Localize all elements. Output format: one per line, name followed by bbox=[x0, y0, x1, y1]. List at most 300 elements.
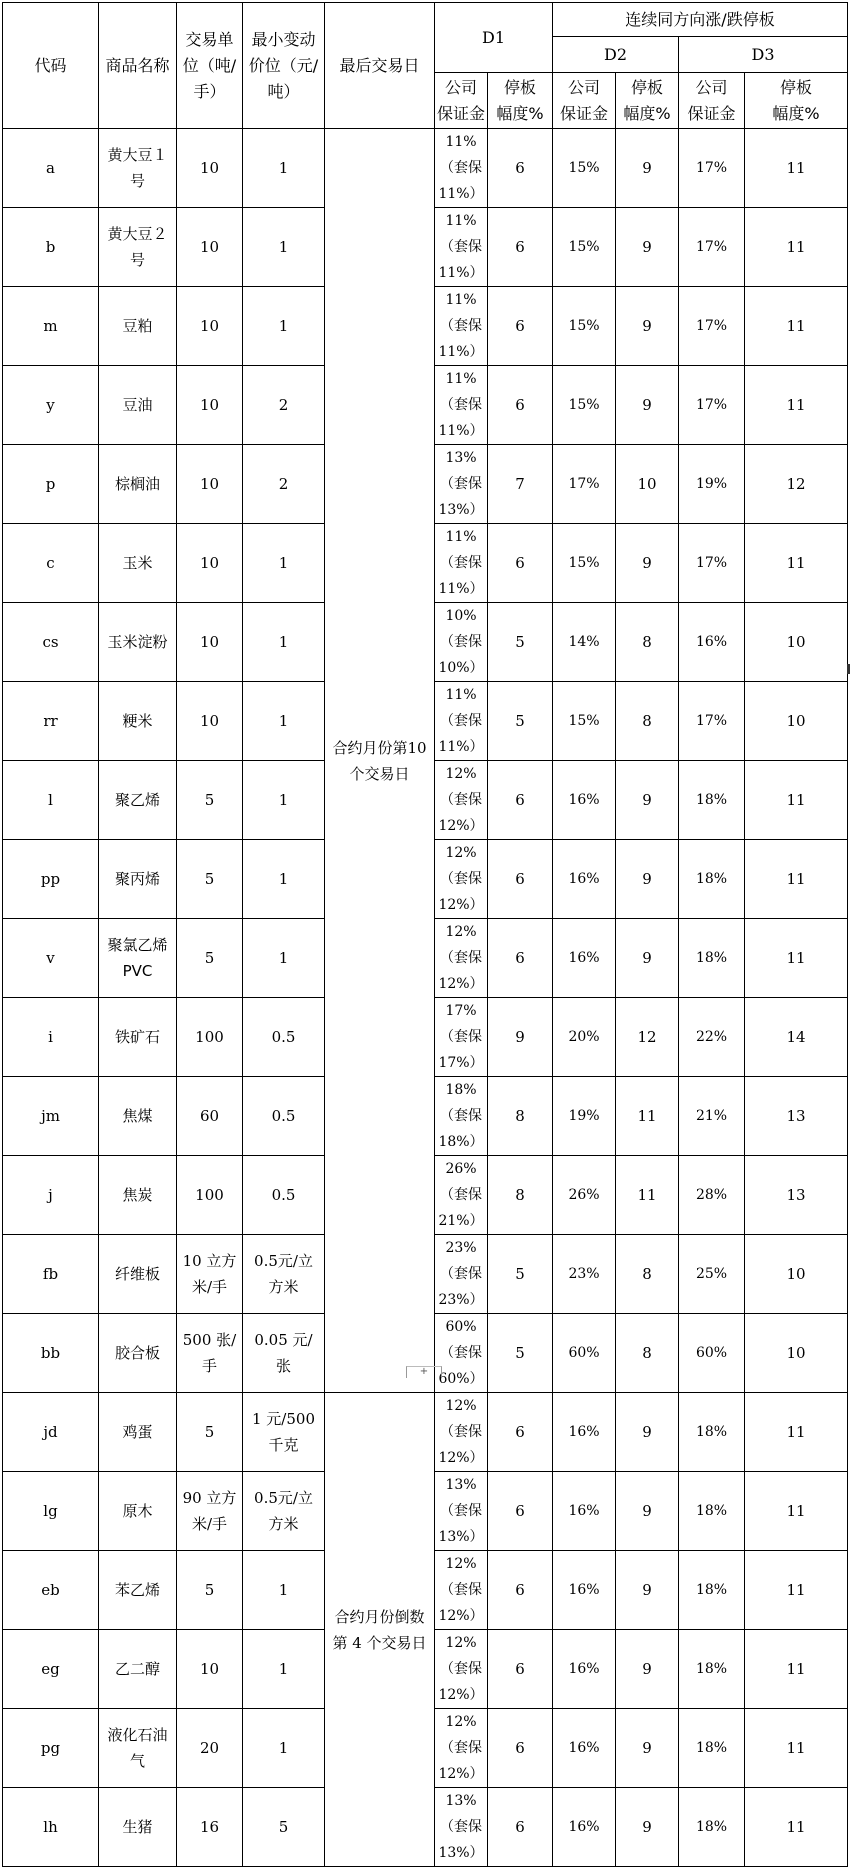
d1-hedge-value: （套保 11%） bbox=[438, 318, 484, 360]
d1-hedge-value: （套保 21%） bbox=[438, 1187, 484, 1229]
cell-d2-limit: 9 bbox=[616, 1788, 679, 1867]
cell-unit-line: 20 bbox=[199, 1739, 220, 1757]
d1-hedge-value: （套保 17%） bbox=[438, 1029, 484, 1071]
cell-d3-limit: 13 bbox=[745, 1156, 848, 1235]
cell-unit bbox=[177, 682, 243, 761]
d1-margin-value: 12% bbox=[445, 845, 477, 861]
cell-d1-limit: 5 bbox=[488, 682, 553, 761]
cell-unit-line: 10 bbox=[199, 712, 220, 730]
cell-d3-margin: 18% bbox=[679, 1709, 745, 1788]
cell-d3-margin: 18% bbox=[679, 1630, 745, 1709]
cell-d3-margin: 22% bbox=[679, 998, 745, 1077]
cell-unit-line: 米/手 bbox=[191, 1515, 228, 1533]
cell-unit-line: 手 bbox=[201, 1357, 217, 1375]
cell-tick bbox=[243, 1788, 325, 1867]
cell-code: a bbox=[3, 129, 99, 208]
cell-unit-line: 米/手 bbox=[191, 1278, 228, 1296]
cell-unit bbox=[177, 1709, 243, 1788]
d1-margin-value: 13% bbox=[445, 1793, 477, 1809]
cell-unit bbox=[177, 1551, 243, 1630]
cell-code: lh bbox=[3, 1788, 99, 1867]
cell-d2-margin: 16% bbox=[553, 1630, 616, 1709]
cell-tick-line: 1 bbox=[278, 870, 289, 888]
cell-tick bbox=[243, 840, 325, 919]
cell-code: j bbox=[3, 1156, 99, 1235]
cell-unit bbox=[177, 1235, 243, 1314]
cell-code: p bbox=[3, 445, 99, 524]
cell-name bbox=[99, 1551, 177, 1630]
cell-d2-margin: 16% bbox=[553, 1788, 616, 1867]
d1-hedge-value: （套保 60%） bbox=[438, 1345, 484, 1387]
cell-tick-line: 5 bbox=[278, 1818, 289, 1836]
cell-d3-margin: 18% bbox=[679, 1788, 745, 1867]
cell-unit bbox=[177, 366, 243, 445]
cell-code: fb bbox=[3, 1235, 99, 1314]
cell-unit-line: 5 bbox=[204, 1423, 215, 1441]
cell-tick-line: 1 bbox=[278, 159, 289, 177]
cell-d2-margin: 14% bbox=[553, 603, 616, 682]
cell-d1-limit: 6 bbox=[488, 208, 553, 287]
cell-d2-limit: 9 bbox=[616, 366, 679, 445]
header-tick bbox=[243, 3, 325, 129]
cell-name bbox=[99, 524, 177, 603]
last-day-line: 合约月份第10 bbox=[332, 738, 427, 757]
cell-tick-line: 1 bbox=[278, 712, 289, 730]
cell-d3-margin: 18% bbox=[679, 919, 745, 998]
cell-d2-margin: 15% bbox=[553, 287, 616, 366]
cell-d1-limit: 6 bbox=[488, 1709, 553, 1788]
cell-code: i bbox=[3, 998, 99, 1077]
cell-name-line: 焦炭 bbox=[122, 1186, 153, 1204]
header-unit-line: 手） bbox=[193, 81, 226, 101]
d1-hedge-value: （套保 13%） bbox=[438, 1819, 484, 1861]
cell-d3-limit: 11 bbox=[745, 208, 848, 287]
cell-tick-line: 0.5 bbox=[271, 1028, 296, 1046]
d1-hedge-value: （套保 11%） bbox=[438, 239, 484, 281]
cell-d3-limit: 11 bbox=[745, 840, 848, 919]
cell-name bbox=[99, 919, 177, 998]
cell-unit bbox=[177, 287, 243, 366]
cell-d1-margin bbox=[435, 129, 488, 208]
cell-code: y bbox=[3, 366, 99, 445]
header-tick-line: 吨） bbox=[267, 81, 300, 101]
cell-code: l bbox=[3, 761, 99, 840]
cell-tick bbox=[243, 1314, 325, 1393]
cell-d3-margin: 60% bbox=[679, 1314, 745, 1393]
cell-tick bbox=[243, 998, 325, 1077]
cell-d3-limit: 11 bbox=[745, 1709, 848, 1788]
cell-unit bbox=[177, 1788, 243, 1867]
cell-unit bbox=[177, 603, 243, 682]
cell-tick bbox=[243, 445, 325, 524]
cell-unit-line: 10 bbox=[199, 396, 220, 414]
cell-tick bbox=[243, 1630, 325, 1709]
cell-unit bbox=[177, 445, 243, 524]
cell-tick-line: 2 bbox=[278, 475, 289, 493]
cell-d2-margin: 15% bbox=[553, 524, 616, 603]
header-limit-line: 停板 bbox=[631, 77, 664, 97]
cell-unit-line: 10 bbox=[199, 1660, 220, 1678]
cell-name-line: 号 bbox=[129, 251, 145, 269]
cell-d2-margin: 15% bbox=[553, 208, 616, 287]
cell-name-line: 黄大豆１ bbox=[107, 146, 168, 164]
cell-unit-line: 100 bbox=[195, 1186, 224, 1204]
cell-d1-limit: 6 bbox=[488, 366, 553, 445]
cell-unit bbox=[177, 1156, 243, 1235]
margin-table bbox=[2, 2, 848, 1867]
cell-d2-limit: 9 bbox=[616, 524, 679, 603]
cell-tick-line: 1 bbox=[278, 238, 289, 256]
last-day-line: 第 4 个交易日 bbox=[332, 1633, 427, 1652]
cell-name-line: 豆油 bbox=[122, 396, 153, 414]
header-unit-line: 交易单 bbox=[185, 29, 234, 49]
cell-tick-line: 0.5 bbox=[271, 1186, 296, 1204]
d1-margin-value: 12% bbox=[445, 1398, 477, 1414]
cell-tick bbox=[243, 287, 325, 366]
cell-d1-limit: 6 bbox=[488, 1393, 553, 1472]
cell-d3-margin: 25% bbox=[679, 1235, 745, 1314]
cell-unit bbox=[177, 129, 243, 208]
cell-unit bbox=[177, 761, 243, 840]
d1-margin-value: 12% bbox=[445, 1635, 477, 1651]
cell-name-line: 原木 bbox=[122, 1502, 153, 1520]
cell-name bbox=[99, 840, 177, 919]
header-limit-line: 幅度% bbox=[772, 103, 820, 123]
cell-tick-line: 1 bbox=[278, 1739, 289, 1757]
cell-unit-line: 90 立方 bbox=[182, 1489, 237, 1507]
cell-unit-line: 500 张/ bbox=[182, 1331, 237, 1349]
cell-d3-margin: 17% bbox=[679, 287, 745, 366]
cell-d3-limit: 10 bbox=[745, 1314, 848, 1393]
cell-unit-line: 5 bbox=[204, 791, 215, 809]
cell-d2-margin: 26% bbox=[553, 1156, 616, 1235]
cell-name-line: 铁矿石 bbox=[114, 1028, 160, 1046]
cell-d1-margin bbox=[435, 1472, 488, 1551]
cell-unit bbox=[177, 524, 243, 603]
cell-d2-limit: 9 bbox=[616, 208, 679, 287]
cell-d3-margin: 17% bbox=[679, 208, 745, 287]
cell-code: cs bbox=[3, 603, 99, 682]
cell-d1-margin bbox=[435, 287, 488, 366]
d1-hedge-value: （套保 10%） bbox=[438, 634, 484, 676]
cell-unit-line: 10 bbox=[199, 238, 220, 256]
table-row bbox=[3, 1393, 848, 1472]
cell-tick bbox=[243, 208, 325, 287]
cell-code: eg bbox=[3, 1630, 99, 1709]
cell-d1-margin bbox=[435, 1314, 488, 1393]
d1-hedge-value: （套保 12%） bbox=[438, 1661, 484, 1703]
cell-name bbox=[99, 1077, 177, 1156]
cell-name bbox=[99, 1393, 177, 1472]
cell-d3-margin: 21% bbox=[679, 1077, 745, 1156]
d1-hedge-value: （套保 13%） bbox=[438, 1503, 484, 1545]
cell-tick-line: 0.5 bbox=[271, 1107, 296, 1125]
d1-hedge-value: （套保 18%） bbox=[438, 1108, 484, 1150]
d1-hedge-value: （套保 12%） bbox=[438, 950, 484, 992]
cell-d2-limit: 11 bbox=[616, 1077, 679, 1156]
cell-d2-margin: 60% bbox=[553, 1314, 616, 1393]
cell-d3-margin: 17% bbox=[679, 524, 745, 603]
cell-d2-limit: 10 bbox=[616, 445, 679, 524]
cell-d1-limit: 6 bbox=[488, 1551, 553, 1630]
d1-margin-value: 23% bbox=[445, 1240, 477, 1256]
cell-name-line: 号 bbox=[129, 172, 145, 190]
d1-margin-value: 12% bbox=[445, 924, 477, 940]
cell-name-line: 胶合板 bbox=[114, 1344, 160, 1362]
d1-hedge-value: （套保 11%） bbox=[438, 160, 484, 202]
header-tick-line: 价位（元/ bbox=[248, 55, 319, 75]
cell-name bbox=[99, 1156, 177, 1235]
cell-d1-limit: 8 bbox=[488, 1077, 553, 1156]
cell-d2-margin: 15% bbox=[553, 366, 616, 445]
cell-name bbox=[99, 287, 177, 366]
table-row bbox=[3, 129, 848, 208]
cell-tick-line: 1 bbox=[278, 317, 289, 335]
cell-d3-margin: 18% bbox=[679, 1551, 745, 1630]
cell-name bbox=[99, 1630, 177, 1709]
cell-d2-margin: 17% bbox=[553, 445, 616, 524]
add-row-button[interactable]: + bbox=[406, 1366, 442, 1378]
cell-code: pp bbox=[3, 840, 99, 919]
cell-unit-line: 60 bbox=[199, 1107, 220, 1125]
cell-code: jm bbox=[3, 1077, 99, 1156]
cell-unit bbox=[177, 998, 243, 1077]
cell-d1-margin bbox=[435, 1709, 488, 1788]
cell-d2-limit: 11 bbox=[616, 1156, 679, 1235]
cell-unit bbox=[177, 1393, 243, 1472]
cell-d1-limit: 6 bbox=[488, 287, 553, 366]
cell-name bbox=[99, 208, 177, 287]
d1-hedge-value: （套保 12%） bbox=[438, 1582, 484, 1624]
cell-unit-line: 10 bbox=[199, 475, 220, 493]
cell-d2-margin: 16% bbox=[553, 1709, 616, 1788]
header-d3-margin bbox=[679, 73, 745, 129]
cell-d3-margin: 17% bbox=[679, 366, 745, 445]
cell-name-line: PVC bbox=[122, 962, 153, 980]
cell-unit-line: 5 bbox=[204, 1581, 215, 1599]
header-d3: D3 bbox=[679, 37, 848, 73]
d1-margin-value: 12% bbox=[445, 766, 477, 782]
cell-tick bbox=[243, 1393, 325, 1472]
cell-unit-line: 10 bbox=[199, 633, 220, 651]
cell-tick-line: 0.5元/立 bbox=[254, 1252, 313, 1270]
d1-margin-value: 11% bbox=[445, 371, 477, 387]
cell-d3-margin: 18% bbox=[679, 1472, 745, 1551]
cell-d1-limit: 5 bbox=[488, 1314, 553, 1393]
cell-last-trading-day bbox=[325, 129, 435, 1393]
header-consecutive: 连续同方向涨/跌停板 bbox=[553, 3, 848, 37]
cell-tick bbox=[243, 919, 325, 998]
cell-unit bbox=[177, 1472, 243, 1551]
cell-d3-limit: 11 bbox=[745, 1788, 848, 1867]
cell-name-line: 聚丙烯 bbox=[114, 870, 160, 888]
cell-d1-limit: 6 bbox=[488, 919, 553, 998]
cell-d1-margin bbox=[435, 603, 488, 682]
header-margin-line: 公司 bbox=[695, 77, 728, 97]
cell-tick-line: 1 bbox=[278, 791, 289, 809]
d1-margin-value: 11% bbox=[445, 687, 477, 703]
cell-d1-limit: 6 bbox=[488, 1630, 553, 1709]
d1-margin-value: 13% bbox=[445, 450, 477, 466]
cell-tick-line: 方米 bbox=[268, 1278, 299, 1296]
cell-tick bbox=[243, 1156, 325, 1235]
cell-d2-margin: 16% bbox=[553, 1472, 616, 1551]
cell-d2-limit: 9 bbox=[616, 1630, 679, 1709]
cell-d1-margin bbox=[435, 919, 488, 998]
cell-d3-margin: 18% bbox=[679, 761, 745, 840]
cell-d1-margin bbox=[435, 761, 488, 840]
cell-tick-line: 1 bbox=[278, 633, 289, 651]
d1-margin-value: 12% bbox=[445, 1714, 477, 1730]
cell-d1-limit: 6 bbox=[488, 129, 553, 208]
cell-d2-margin: 16% bbox=[553, 761, 616, 840]
d1-hedge-value: （套保 23%） bbox=[438, 1266, 484, 1308]
cell-code: m bbox=[3, 287, 99, 366]
cell-d3-limit: 10 bbox=[745, 1235, 848, 1314]
cell-unit-line: 16 bbox=[199, 1818, 220, 1836]
cell-d3-margin: 28% bbox=[679, 1156, 745, 1235]
cell-name-line: 棕榈油 bbox=[114, 475, 160, 493]
cell-d2-limit: 8 bbox=[616, 1235, 679, 1314]
header-limit-line: 停板 bbox=[504, 77, 537, 97]
cell-name bbox=[99, 761, 177, 840]
cell-tick bbox=[243, 603, 325, 682]
cell-d2-margin: 16% bbox=[553, 1393, 616, 1472]
cell-code: lg bbox=[3, 1472, 99, 1551]
cell-tick-line: 1 bbox=[278, 1581, 289, 1599]
cell-unit bbox=[177, 1077, 243, 1156]
cell-d3-limit: 13 bbox=[745, 1077, 848, 1156]
cell-d2-limit: 8 bbox=[616, 682, 679, 761]
cell-name bbox=[99, 1788, 177, 1867]
header-margin-line: 保证金 bbox=[560, 103, 609, 123]
cell-tick-line: 张 bbox=[275, 1357, 291, 1375]
cell-name bbox=[99, 366, 177, 445]
cell-name-line: 玉米 bbox=[122, 554, 153, 572]
header-d2-limit bbox=[616, 73, 679, 129]
cell-code: b bbox=[3, 208, 99, 287]
cell-d1-margin bbox=[435, 1788, 488, 1867]
cell-d1-limit: 5 bbox=[488, 1235, 553, 1314]
header-margin-line: 保证金 bbox=[436, 103, 485, 123]
cell-d2-limit: 9 bbox=[616, 761, 679, 840]
last-day-line: 合约月份倒数 bbox=[334, 1607, 425, 1626]
cell-d2-limit: 9 bbox=[616, 1472, 679, 1551]
header-last-day: 最后交易日 bbox=[325, 3, 435, 129]
header-tick-line: 最小变动 bbox=[251, 29, 316, 49]
cell-d1-margin bbox=[435, 208, 488, 287]
cell-d2-limit: 9 bbox=[616, 1393, 679, 1472]
table-body bbox=[3, 129, 848, 1867]
cell-d1-margin bbox=[435, 1235, 488, 1314]
cell-d3-margin: 16% bbox=[679, 603, 745, 682]
cell-d1-margin bbox=[435, 1156, 488, 1235]
cell-name-line: 气 bbox=[129, 1752, 145, 1770]
header-margin-line: 保证金 bbox=[687, 103, 736, 123]
cell-code: bb bbox=[3, 1314, 99, 1393]
cell-name-line: 鸡蛋 bbox=[122, 1423, 153, 1441]
cell-tick bbox=[243, 682, 325, 761]
cell-d3-limit: 11 bbox=[745, 1393, 848, 1472]
cell-name-line: 液化石油 bbox=[107, 1726, 168, 1744]
cell-d3-limit: 11 bbox=[745, 1551, 848, 1630]
d1-margin-value: 17% bbox=[445, 1003, 477, 1019]
cell-d3-limit: 11 bbox=[745, 129, 848, 208]
cell-unit-line: 5 bbox=[204, 949, 215, 967]
cell-d1-margin bbox=[435, 998, 488, 1077]
cell-unit bbox=[177, 1630, 243, 1709]
cell-code: v bbox=[3, 919, 99, 998]
cell-tick bbox=[243, 129, 325, 208]
cell-d2-margin: 16% bbox=[553, 1551, 616, 1630]
header-d2-margin bbox=[553, 73, 616, 129]
cell-d2-margin: 16% bbox=[553, 919, 616, 998]
cell-d3-limit: 11 bbox=[745, 366, 848, 445]
cell-tick-line: 0.05 元/ bbox=[254, 1331, 313, 1349]
cell-tick bbox=[243, 1077, 325, 1156]
cell-code: c bbox=[3, 524, 99, 603]
cell-tick-line: 千克 bbox=[268, 1436, 299, 1454]
cell-tick bbox=[243, 366, 325, 445]
cell-name-line: 黄大豆２ bbox=[107, 225, 168, 243]
cell-tick bbox=[243, 761, 325, 840]
cell-code: pg bbox=[3, 1709, 99, 1788]
cell-d3-limit: 11 bbox=[745, 1630, 848, 1709]
header-unit-line: 位（吨/ bbox=[182, 55, 237, 75]
cell-d3-limit: 11 bbox=[745, 1472, 848, 1551]
d1-hedge-value: （套保 11%） bbox=[438, 397, 484, 439]
cell-tick-line: 1 bbox=[278, 949, 289, 967]
cell-d3-limit: 12 bbox=[745, 445, 848, 524]
cell-tick bbox=[243, 524, 325, 603]
d1-margin-value: 26% bbox=[445, 1161, 477, 1177]
header-d1-limit bbox=[488, 73, 553, 129]
header-limit-line: 幅度% bbox=[623, 103, 671, 123]
cell-d1-limit: 6 bbox=[488, 840, 553, 919]
cell-tick-line: 1 元/500 bbox=[252, 1410, 315, 1428]
cell-d1-margin bbox=[435, 1393, 488, 1472]
d1-margin-value: 18% bbox=[445, 1082, 477, 1098]
cell-name bbox=[99, 1314, 177, 1393]
d1-margin-value: 10% bbox=[445, 608, 477, 624]
cell-tick bbox=[243, 1709, 325, 1788]
cell-d2-limit: 12 bbox=[616, 998, 679, 1077]
cell-tick-line: 方米 bbox=[268, 1515, 299, 1533]
cell-d1-margin bbox=[435, 1077, 488, 1156]
d1-hedge-value: （套保 12%） bbox=[438, 792, 484, 834]
cell-d2-limit: 9 bbox=[616, 129, 679, 208]
cell-name bbox=[99, 445, 177, 524]
cell-unit-line: 10 bbox=[199, 554, 220, 572]
cell-d2-margin: 20% bbox=[553, 998, 616, 1077]
cell-d2-margin: 16% bbox=[553, 840, 616, 919]
cell-d2-limit: 9 bbox=[616, 840, 679, 919]
d1-margin-value: 13% bbox=[445, 1477, 477, 1493]
cell-d1-limit: 5 bbox=[488, 603, 553, 682]
cell-unit-line: 5 bbox=[204, 870, 215, 888]
d1-margin-value: 60% bbox=[445, 1319, 477, 1335]
cell-d1-limit: 7 bbox=[488, 445, 553, 524]
header-margin-line: 公司 bbox=[444, 77, 477, 97]
cell-d3-limit: 10 bbox=[745, 682, 848, 761]
cell-tick-line: 1 bbox=[278, 1660, 289, 1678]
cell-d3-limit: 10 bbox=[745, 603, 848, 682]
cell-unit bbox=[177, 919, 243, 998]
cell-name-line: 豆粕 bbox=[122, 317, 153, 335]
cell-d3-limit: 11 bbox=[745, 919, 848, 998]
cell-d2-limit: 9 bbox=[616, 1551, 679, 1630]
d1-margin-value: 11% bbox=[445, 213, 477, 229]
